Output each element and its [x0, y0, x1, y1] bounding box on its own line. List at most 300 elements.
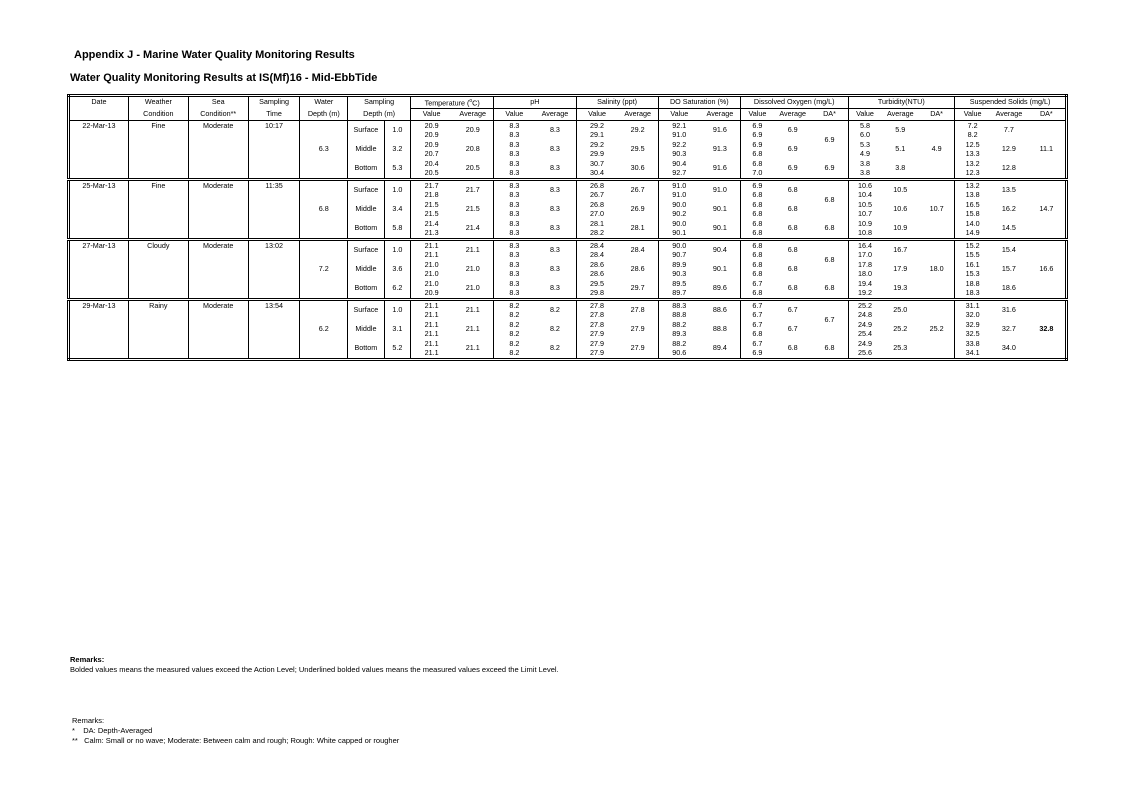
- ph-values-1: 8.2: [509, 300, 520, 310]
- ph-average: 8.2: [549, 343, 560, 353]
- ph-values: [494, 240, 535, 261]
- turbidity-values-2: 19.2: [858, 287, 873, 297]
- turbidity-values-1: 10.9: [858, 219, 873, 228]
- sampling-depth-cell: 5.8: [384, 219, 410, 240]
- sampling-depth-cell: 3.2: [384, 140, 410, 159]
- ph-values-2: 8.3: [509, 129, 520, 139]
- turbidity-average: 25.0: [882, 300, 920, 321]
- salinity-values-2: 27.0: [590, 208, 605, 218]
- sampling-depth-cell: 3.4: [384, 200, 410, 219]
- dissolved-oxygen-values: [740, 219, 774, 240]
- salinity-average: 28.6: [630, 264, 645, 274]
- suspended-solids-average: 34.0: [1001, 343, 1016, 353]
- turbidity-average: 25.3: [893, 343, 908, 353]
- salinity-values-2: 27.9: [590, 328, 605, 338]
- salinity-values-1: 27.8: [590, 300, 605, 310]
- turbidity-values: [848, 200, 882, 219]
- ph-values: [494, 339, 535, 360]
- dissolved-oxygen-values-1: 6.7: [752, 300, 763, 310]
- salinity-average: 27.9: [630, 324, 645, 334]
- ph-values: [494, 320, 535, 339]
- temperature-values-2: 21.0: [424, 268, 439, 278]
- salinity-values: [576, 279, 618, 300]
- sampling-time-cell: 10:17: [248, 121, 300, 180]
- header-date-blank: [69, 109, 129, 121]
- salinity-values-1: 29.2: [590, 120, 605, 130]
- temperature-values-1: 21.7: [424, 180, 439, 190]
- salinity-values: [576, 339, 618, 360]
- dissolved-oxygen-values-2: 6.8: [752, 268, 763, 278]
- sea-condition-cell: Moderate: [188, 240, 248, 300]
- sampling-level-cell: Middle: [348, 320, 385, 339]
- suspended-solids-average: 13.5: [990, 180, 1028, 201]
- turbidity-values: [848, 140, 882, 159]
- turbidity-values-1: 25.2: [858, 300, 873, 310]
- do-saturation-values-1: 92.2: [672, 140, 687, 149]
- suspended-solids-values: [955, 260, 991, 279]
- ph-values-2: 8.3: [509, 249, 520, 259]
- do-saturation-values-2: 92.7: [672, 167, 687, 177]
- ph-values-2: 8.2: [509, 309, 520, 319]
- turbidity-average: 17.9: [893, 264, 908, 274]
- header-temperature: Temperature ($^o$C): [411, 96, 494, 109]
- turbidity-values: [848, 219, 882, 240]
- header-weather: Weather: [128, 96, 188, 109]
- do-saturation-values-2: 90.3: [672, 268, 687, 278]
- do-saturation-values-1: 90.4: [672, 159, 687, 168]
- dissolved-oxygen-values-1: 6.7: [752, 279, 763, 288]
- do-saturation-average: 90.4: [700, 240, 741, 261]
- header-average: Average: [700, 109, 741, 121]
- remarks-da-note: * DA: Depth-Averaged: [72, 726, 153, 735]
- temperature-values-2: 21.1: [424, 249, 439, 259]
- dissolved-oxygen-values: [740, 180, 774, 201]
- do-saturation-values-1: 91.0: [672, 180, 687, 190]
- suspended-solids-values-1: 12.5: [965, 140, 980, 149]
- sampling-time-cell: 11:35: [248, 180, 300, 240]
- remarks-notes: [72, 716, 399, 746]
- salinity-values-1: 28.6: [590, 260, 605, 269]
- do-saturation-values-1: 88.3: [672, 300, 687, 310]
- ph-average: 8.3: [549, 283, 560, 293]
- suspended-solids-average: 31.6: [990, 300, 1028, 321]
- suspended-solids-values: [955, 140, 991, 159]
- turbidity-average: 10.5: [882, 180, 920, 201]
- header-dissolved-oxygen: Dissolved Oxygen (mg/L): [740, 96, 848, 109]
- salinity-values: [576, 159, 618, 180]
- temperature-values-1: 21.1: [424, 320, 439, 329]
- salinity-values-1: 30.7: [590, 159, 605, 168]
- remarks-title: Remarks:: [70, 655, 105, 664]
- turbidity-values: [848, 320, 882, 339]
- sampling-depth-cell: 5.2: [384, 339, 410, 360]
- temperature-average: 21.1: [452, 300, 494, 321]
- temperature-values-1: 21.5: [424, 200, 439, 209]
- ph-values-2: 8.3: [509, 268, 520, 278]
- salinity-values-2: 26.7: [590, 189, 605, 199]
- do-saturation-values-2: 90.7: [672, 249, 687, 259]
- header-water-depth-2: Depth (m): [300, 109, 348, 121]
- temperature-average: 21.1: [465, 324, 480, 334]
- sampling-depth-cell: 1.0: [384, 121, 410, 141]
- header-do-saturation: DO Saturation (%): [658, 96, 740, 109]
- suspended-solids-values-2: 14.9: [965, 227, 980, 237]
- header-value: Value: [955, 109, 991, 121]
- temperature-values-2: 21.5: [424, 208, 439, 218]
- weather-cell: Fine: [128, 121, 188, 180]
- salinity-values-1: 26.8: [590, 180, 605, 190]
- suspended-solids-values-2: 13.8: [965, 189, 980, 199]
- temperature-average: 20.9: [452, 121, 494, 141]
- turbidity-average: 10.9: [893, 223, 908, 233]
- dissolved-oxygen-values-2: 6.8: [752, 287, 763, 297]
- table-row: [69, 121, 1067, 141]
- turbidity-average: 3.8: [895, 163, 906, 173]
- temperature-values-1: 21.4: [424, 219, 439, 228]
- turbidity-values: [848, 121, 882, 141]
- header-da: DA*: [1028, 109, 1067, 121]
- water-quality-table: [67, 94, 1068, 361]
- header-turbidity: Turbidity(NTU): [848, 96, 955, 109]
- salinity-average: 26.7: [618, 180, 659, 201]
- do-saturation-values: [658, 339, 700, 360]
- sampling-depth-cell: 1.0: [384, 180, 410, 201]
- sampling-level-cell: Bottom: [348, 339, 385, 360]
- dissolved-oxygen-values-2: 7.0: [752, 167, 763, 177]
- dissolved-oxygen-values-1: 6.8: [752, 240, 763, 250]
- do-saturation-values-2: 90.1: [672, 227, 687, 237]
- dissolved-oxygen-values-2: 6.7: [752, 309, 763, 319]
- turbidity-values-1: 10.5: [858, 200, 873, 209]
- dissolved-oxygen-average: 6.8: [774, 180, 812, 201]
- salinity-values-1: 26.8: [590, 200, 605, 209]
- header-value: Value: [658, 109, 700, 121]
- turbidity-values-2: 10.4: [858, 189, 873, 199]
- temperature-values-2: 21.3: [424, 227, 439, 237]
- temperature-average: 21.0: [465, 283, 480, 293]
- weather-cell: Fine: [128, 180, 188, 240]
- sea-condition-cell: Moderate: [188, 180, 248, 240]
- temperature-values: [411, 300, 453, 321]
- temperature-values-2: 20.7: [424, 148, 439, 158]
- dissolved-oxygen-values: [740, 159, 774, 180]
- salinity-values-2: 29.9: [590, 148, 605, 158]
- header-da: DA*: [919, 109, 955, 121]
- date-cell: 29-Mar-13: [69, 300, 129, 360]
- do-saturation-values: [658, 279, 700, 300]
- temperature-values: [411, 180, 453, 201]
- ph-values-1: 8.3: [509, 200, 520, 209]
- dissolved-oxygen-average: 6.7: [787, 324, 798, 334]
- header-average: Average: [534, 109, 576, 121]
- temperature-values: [411, 159, 453, 180]
- ph-average: 8.3: [549, 264, 560, 274]
- suspended-solids-da: 32.8: [1028, 300, 1067, 360]
- turbidity-values-2: 3.8: [860, 167, 871, 177]
- dissolved-oxygen-values-1: 6.9: [752, 140, 763, 149]
- remarks-title: Remarks:: [72, 716, 105, 725]
- temperature-values: [411, 279, 453, 300]
- temperature-values: [411, 339, 453, 360]
- temperature-values-1: 20.9: [424, 120, 439, 130]
- turbidity-values: [848, 260, 882, 279]
- do-saturation-average: 88.6: [700, 300, 741, 321]
- suspended-solids-values-1: 32.9: [965, 320, 980, 329]
- sampling-level-cell: Middle: [348, 200, 385, 219]
- dissolved-oxygen-values: [740, 121, 774, 141]
- sampling-depth-cell: 3.1: [384, 320, 410, 339]
- turbidity-values-1: 19.4: [858, 279, 873, 288]
- sampling-level-cell: Bottom: [348, 279, 385, 300]
- header-row-1: [69, 96, 1067, 109]
- turbidity-average: 5.1: [895, 144, 906, 154]
- salinity-average: 29.7: [630, 283, 645, 293]
- temperature-values: [411, 121, 453, 141]
- salinity-values-2: 28.2: [590, 227, 605, 237]
- suspended-solids-values-1: 14.0: [965, 219, 980, 228]
- salinity-values-1: 29.2: [590, 140, 605, 149]
- suspended-solids-values-2: 18.3: [965, 287, 980, 297]
- header-date: Date: [91, 97, 107, 107]
- turbidity-values-2: 25.4: [858, 328, 873, 338]
- suspended-solids-values-2: 12.3: [965, 167, 980, 177]
- header-da: DA*: [811, 109, 848, 121]
- do-saturation-values: [658, 159, 700, 180]
- table-row: [69, 240, 1067, 261]
- salinity-values-2: 29.8: [590, 287, 605, 297]
- ph-values: [494, 200, 535, 219]
- dissolved-oxygen-average: 6.9: [787, 144, 798, 154]
- suspended-solids-values-2: 15.8: [965, 208, 980, 218]
- do-saturation-values: [658, 140, 700, 159]
- salinity-average: 28.4: [618, 240, 659, 261]
- sampling-depth-cell: 6.2: [384, 279, 410, 300]
- dissolved-oxygen-average: 6.9: [787, 163, 798, 173]
- suspended-solids-values: [955, 180, 991, 201]
- dissolved-oxygen-values-1: 6.9: [752, 180, 763, 190]
- temperature-values-2: 21.1: [424, 328, 439, 338]
- turbidity-values-2: 6.0: [860, 129, 871, 139]
- sampling-time-cell: 13:02: [248, 240, 300, 300]
- header-value: Value: [848, 109, 882, 121]
- do-saturation-values-1: 89.5: [672, 279, 687, 288]
- header-value: Value: [576, 109, 618, 121]
- sampling-level-cell: Surface: [348, 180, 385, 201]
- appendix-title: Appendix J - Marine Water Quality Monitoring Results: [74, 49, 355, 61]
- turbidity-values: [848, 240, 882, 261]
- water-depth-cell: 6.2: [300, 300, 348, 360]
- suspended-solids-average: 12.9: [1001, 144, 1016, 154]
- header-sea-2: Condition**: [188, 109, 248, 121]
- ph-values-1: 8.3: [509, 159, 520, 168]
- do-saturation-values-1: 92.1: [672, 120, 687, 130]
- salinity-values-2: 30.4: [590, 167, 605, 177]
- ph-values-1: 8.2: [509, 339, 520, 348]
- suspended-solids-values-1: 16.5: [965, 200, 980, 209]
- temperature-values-2: 21.1: [424, 347, 439, 357]
- do-saturation-values: [658, 260, 700, 279]
- suspended-solids-values-1: 33.8: [965, 339, 980, 348]
- salinity-values-1: 29.5: [590, 279, 605, 288]
- suspended-solids-values-2: 8.2: [967, 129, 978, 139]
- temperature-average: 21.1: [452, 240, 494, 261]
- salinity-values-2: 27.9: [590, 347, 605, 357]
- do-saturation-average: 91.0: [700, 180, 741, 201]
- date-cell: 27-Mar-13: [69, 240, 129, 300]
- salinity-values: [576, 260, 618, 279]
- dissolved-oxygen-values-2: 6.8: [752, 249, 763, 259]
- dissolved-oxygen-values: [740, 200, 774, 219]
- salinity-values-2: 29.1: [590, 129, 605, 139]
- ph-values: [494, 260, 535, 279]
- salinity-average: 30.6: [630, 163, 645, 173]
- header-average: Average: [990, 109, 1028, 121]
- dissolved-oxygen-values-1: 6.8: [752, 260, 763, 269]
- salinity-average: 29.2: [618, 121, 659, 141]
- suspended-solids-values: [955, 279, 991, 300]
- header-row-2: [69, 109, 1067, 121]
- do-saturation-values-2: 89.7: [672, 287, 687, 297]
- temperature-values-1: 21.1: [424, 300, 439, 310]
- suspended-solids-values: [955, 320, 991, 339]
- suspended-solids-da: 11.1: [1028, 121, 1067, 180]
- dissolved-oxygen-values-1: 6.8: [752, 219, 763, 228]
- do-saturation-values-1: 90.0: [672, 219, 687, 228]
- do-saturation-values: [658, 300, 700, 321]
- temperature-average: 21.1: [465, 343, 480, 353]
- suspended-solids-values-1: 31.1: [965, 300, 980, 310]
- table-body: [69, 121, 1067, 360]
- turbidity-average: 25.2: [893, 324, 908, 334]
- turbidity-values: [848, 300, 882, 321]
- do-saturation-values: [658, 320, 700, 339]
- dissolved-oxygen-values-1: 6.8: [752, 200, 763, 209]
- suspended-solids-average: 12.8: [1001, 163, 1016, 173]
- sea-condition-cell: Moderate: [188, 300, 248, 360]
- turbidity-values-1: 16.4: [858, 240, 873, 250]
- dissolved-oxygen-average: 6.8: [787, 264, 798, 274]
- temperature-values: [411, 320, 453, 339]
- temperature-values: [411, 200, 453, 219]
- salinity-values: [576, 200, 618, 219]
- do-saturation-average: 90.1: [712, 264, 727, 274]
- turbidity-da: 18.0: [919, 240, 955, 300]
- ph-values-2: 8.3: [509, 189, 520, 199]
- ph-values: [494, 159, 535, 180]
- turbidity-values: [848, 159, 882, 180]
- salinity-values: [576, 140, 618, 159]
- turbidity-average: 16.7: [882, 240, 920, 261]
- header-sampling-depth: Sampling: [348, 96, 411, 109]
- ph-average: 8.3: [549, 204, 560, 214]
- sampling-level-cell: Bottom: [348, 219, 385, 240]
- dissolved-oxygen-values: [740, 240, 774, 261]
- salinity-values: [576, 121, 618, 141]
- date-cell: 25-Mar-13: [69, 180, 129, 240]
- salinity-values-2: 27.8: [590, 309, 605, 319]
- temperature-values-2: 21.8: [424, 189, 439, 199]
- dissolved-oxygen-values: [740, 339, 774, 360]
- header-ph: pH: [494, 96, 576, 109]
- do-saturation-average: 91.6: [712, 163, 727, 173]
- salinity-values: [576, 180, 618, 201]
- salinity-values-1: 27.8: [590, 320, 605, 329]
- do-saturation-values: [658, 180, 700, 201]
- ph-values-2: 8.2: [509, 347, 520, 357]
- temperature-values: [411, 260, 453, 279]
- dissolved-oxygen-values-1: 6.9: [752, 120, 763, 130]
- turbidity-average: 10.6: [893, 204, 908, 214]
- do-saturation-values-2: 90.3: [672, 148, 687, 158]
- salinity-values-1: 28.4: [590, 240, 605, 250]
- ph-values: [494, 279, 535, 300]
- temperature-values-2: 21.1: [424, 309, 439, 319]
- temperature-values-1: 21.1: [424, 240, 439, 250]
- sampling-depth-cell: 3.6: [384, 260, 410, 279]
- dissolved-oxygen-average: 6.8: [774, 240, 812, 261]
- turbidity-da: 25.2: [919, 300, 955, 360]
- suspended-solids-values-1: 15.2: [965, 240, 980, 250]
- do-saturation-average: 90.1: [712, 223, 727, 233]
- sampling-time-cell: 13:54: [248, 300, 300, 360]
- do-saturation-average: 91.3: [712, 144, 727, 154]
- header-sampling-time-2: Time: [248, 109, 300, 121]
- sampling-depth-cell: 5.3: [384, 159, 410, 180]
- turbidity-values-1: 10.6: [858, 180, 873, 190]
- table-row: [69, 300, 1067, 321]
- ph-average: 8.2: [534, 300, 576, 321]
- ph-values-1: 8.3: [509, 219, 520, 228]
- do-saturation-average: 90.1: [712, 204, 727, 214]
- temperature-values-1: 20.4: [424, 159, 439, 168]
- ph-values: [494, 140, 535, 159]
- ph-values-2: 8.3: [509, 167, 520, 177]
- suspended-solids-average: 14.5: [1001, 223, 1016, 233]
- turbidity-values-1: 5.3: [860, 140, 871, 149]
- salinity-values-2: 28.6: [590, 268, 605, 278]
- suspended-solids-values-2: 13.3: [965, 148, 980, 158]
- do-saturation-values-2: 91.0: [672, 189, 687, 199]
- do-saturation-average: 88.8: [712, 324, 727, 334]
- salinity-values: [576, 240, 618, 261]
- turbidity-da: 4.9: [919, 121, 955, 180]
- table-title: Water Quality Monitoring Results at IS(Mf)16 - Mid-EbbTide: [70, 72, 378, 84]
- dissolved-oxygen-average: 6.8: [787, 343, 798, 353]
- dissolved-oxygen-values: [740, 279, 774, 300]
- do-saturation-values: [658, 219, 700, 240]
- do-saturation-values: [658, 240, 700, 261]
- do-saturation-values-2: 88.8: [672, 309, 687, 319]
- temperature-values-2: 20.9: [424, 129, 439, 139]
- do-saturation-values: [658, 121, 700, 141]
- suspended-solids-average: 18.6: [1001, 283, 1016, 293]
- suspended-solids-da: 16.6: [1028, 240, 1067, 300]
- dissolved-oxygen-da-bottom: 6.8: [824, 223, 835, 233]
- dissolved-oxygen-da: 6.8: [811, 180, 848, 220]
- turbidity-values-1: 5.8: [860, 120, 871, 130]
- dissolved-oxygen-values-2: 6.8: [752, 189, 763, 199]
- header-salinity: Salinity (ppt): [576, 96, 658, 109]
- turbidity-average: 19.3: [893, 283, 908, 293]
- ph-values-1: 8.3: [509, 240, 520, 250]
- dissolved-oxygen-values-1: 6.7: [752, 320, 763, 329]
- salinity-values-1: 27.9: [590, 339, 605, 348]
- ph-average: 8.3: [534, 180, 576, 201]
- ph-values: [494, 219, 535, 240]
- temperature-values: [411, 240, 453, 261]
- ph-values-2: 8.3: [509, 208, 520, 218]
- date-cell: 22-Mar-13: [69, 121, 129, 180]
